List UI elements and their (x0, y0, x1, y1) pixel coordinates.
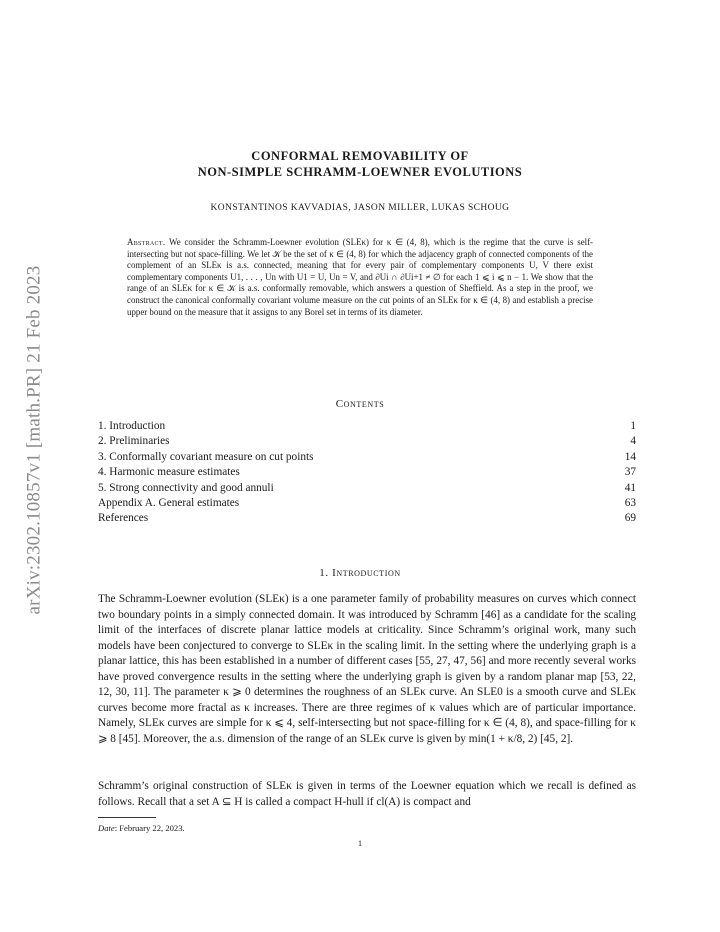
table-of-contents (98, 419, 636, 527)
toc-entry-page: 41 (624, 481, 636, 494)
toc-entry-label: 1. Introduction (98, 420, 166, 432)
toc-entry-page: 37 (624, 466, 636, 479)
toc-entry[interactable] (98, 481, 636, 496)
arxiv-stamp (14, 235, 54, 645)
footnote-label: Date (98, 823, 115, 833)
toc-entry[interactable] (98, 511, 636, 526)
toc-entry[interactable] (98, 450, 636, 465)
intro-paragraph-1: The Schramm-Loewner evolution (SLEκ) is a one parameter family of probability measures on curves which connect two boundary points in a simply connected domain. It was introduced by Schramm [46] as a candidate for the scaling limit of the interfaces of discrete planar lattice models at criticality. Since Schramm’s original work, many such models have been conjectured to converge to SLEκ in the scaling limit. In the setting where the underlying graph is a planar lattice, this has been established in a number of different cases [55, 27, 47, 56] and more recently several works have proved convergence results in the setting where the underlying graph is given by a random planar map [53, 22, 12, 30, 11]. The parameter κ ⩾ 0 determines the roughness of an SLEκ curve. An SLE0 is a smooth curve and SLEκ curves become more fractal as κ increases. There are three regimes of κ values which are of particular importance. Namely, SLEκ curves are simple for κ ⩽ 4, self-intersecting but not space-filling for κ ∈ (4, 8), and space-filling for κ ⩾ 8 [45]. Moreover, the a.s. dimension of the range of an SLEκ curve is given by min(1 + κ/8, 2) [45, 2]. (98, 593, 636, 745)
toc-entry-label: 3. Conformally covariant measure on cut points (98, 450, 314, 463)
toc-entry-label: References (98, 512, 149, 525)
paper-title-line-1: CONFORMAL REMOVABILITY OF (251, 149, 469, 163)
toc-entry-label: Appendix A. General estimates (98, 496, 240, 509)
toc-entry-page: 14 (624, 450, 636, 463)
section-heading: 1. Introduction (319, 567, 401, 579)
toc-entry[interactable] (98, 496, 636, 511)
page-number: 1 (357, 838, 363, 848)
toc-entry-page: 63 (624, 496, 636, 509)
abstract-text: We consider the Schramm-Loewner evolution (SLEκ) for κ ∈ (4, 8), which is the regime that the curve is self-intersecting but not space-filling. We let 𝒦 be the set of κ ∈ (4, 8) for which the adjacency graph of connected components of the complement of an SLEκ is a.s. connected, meaning that for every pair of complementary components U, V there exist complementary components U1, . . . , Un with U1 = U, Un = V, and ∂Ui ∩ ∂Ui+1 ≠ ∅ for each 1 ⩽ i ⩽ n − 1. We show that the range of an SLEκ for κ ∈ 𝒦 is a.s. conformally removable, which answers a question of Sheffield. As a step in the proof, we construct the canonical conformally covariant volume measure on the cut points of an SLEκ for κ ∈ (4, 8) and establish a precise upper bound on the measure that it assigns to any Borel set in terms of its diameter. (127, 237, 594, 317)
paper-title-line-2: NON-SIMPLE SCHRAMM-LOEWNER EVOLUTIONS (197, 165, 523, 179)
toc-entry-page: 69 (624, 512, 636, 525)
arxiv-id: arXiv:2302.10857v1 [math.PR] 21 Feb 2023 (23, 265, 44, 615)
author-list: KONSTANTINOS KAVVADIAS, JASON MILLER, LUKAS SCHOUG (210, 203, 510, 213)
toc-entry-page: 1 (630, 420, 636, 432)
footnote (98, 823, 185, 833)
footnote-rule (98, 817, 156, 818)
abstract-heading: Abstract. (127, 237, 166, 247)
toc-entry-label: 5. Strong connectivity and good annuli (98, 481, 274, 494)
abstract (127, 237, 593, 318)
intro-paragraph-2: Schramm’s original construction of SLEκ is given in terms of the Loewner equation which we recall is defined as follows. Recall that a set A ⊆ H is called a compact H-hull if cl(A) is compact and (98, 780, 636, 808)
footnote-text: : February 22, 2023. (114, 823, 185, 833)
toc-entry-label: 2. Preliminaries (98, 435, 170, 448)
contents-heading: Contents (335, 398, 385, 410)
toc-entry[interactable] (98, 419, 636, 434)
toc-entry[interactable] (98, 434, 636, 449)
toc-entry-label: 4. Harmonic measure estimates (98, 466, 240, 479)
toc-entry-page: 4 (630, 435, 636, 448)
toc-entry[interactable] (98, 465, 636, 480)
